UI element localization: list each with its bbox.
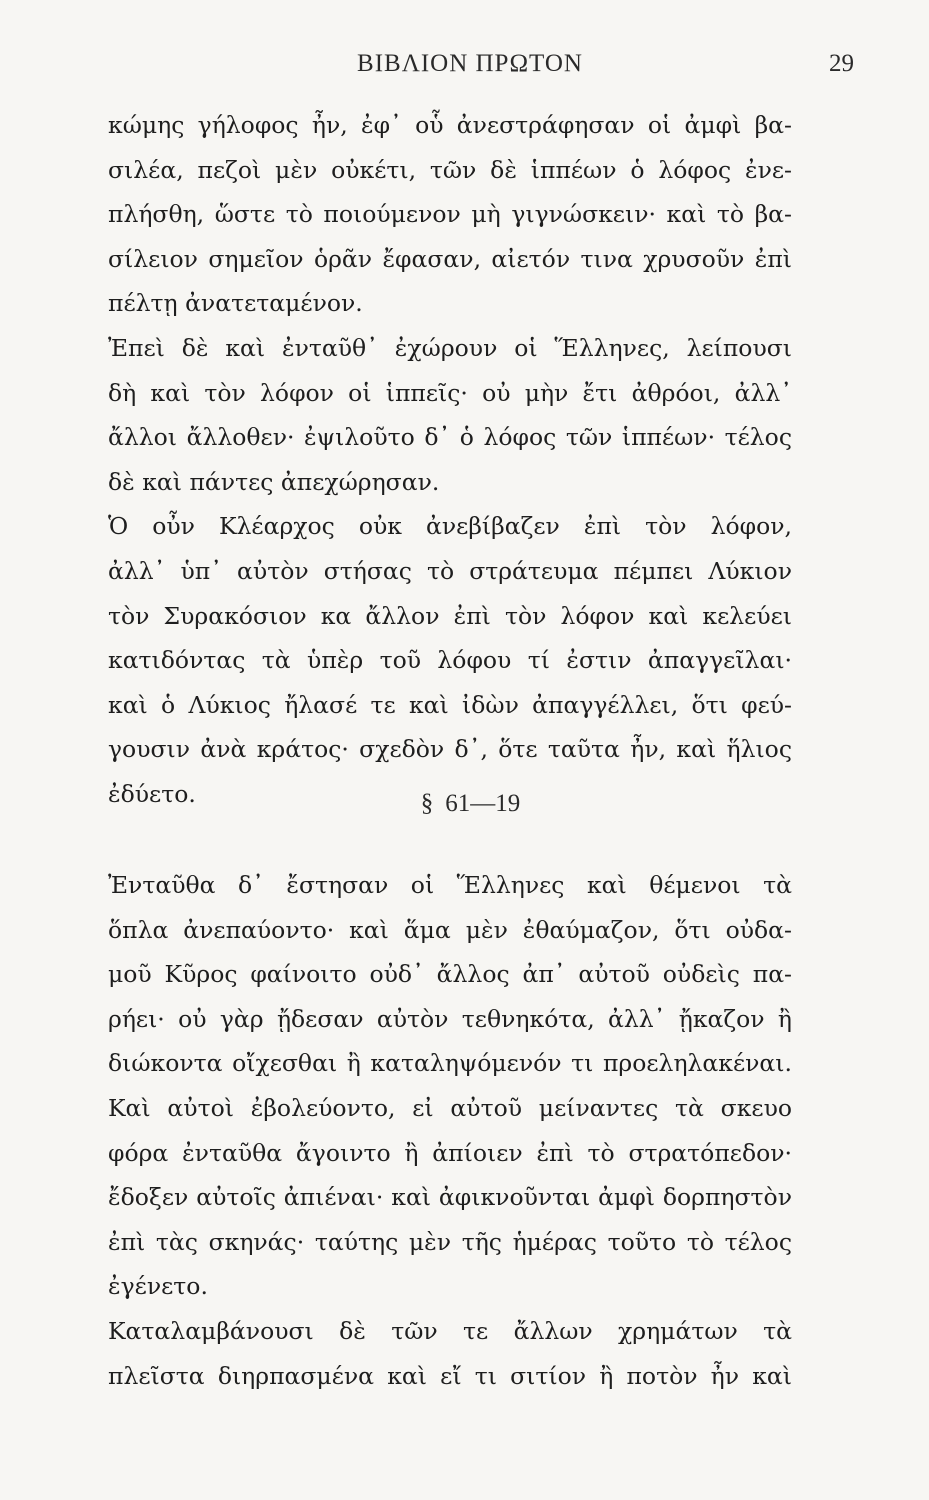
- text-line: Ἐπεὶ δὲ καὶ ἐνταῦθ᾽ ἐχώρουν οἱ Ἕλληνες, λείπουσι: [108, 333, 792, 362]
- text-line: Ἐνταῦθα δ᾽ ἔστησαν οἱ Ἕλληνες καὶ θέμενοι τὰ: [108, 871, 792, 899]
- text-line: καὶ ὁ Λύκιος ἤλασέ τε καὶ ἰδὼν ἀπαγγέλλει, ὅτι φεύ-: [108, 690, 792, 719]
- text-line: μοῦ Κῦρος φαίνοιτο οὐδ᾽ ἄλλος ἀπ᾽ αὐτοῦ οὐδεὶς πα-: [108, 960, 792, 989]
- text-line: σιλέα, πεζοὶ μὲν οὐκέτι, τῶν δὲ ἱππέων ὁ λόφος ἐνε-: [108, 155, 792, 184]
- text-line: φόρα ἐνταῦθα ἄγοιντο ἢ ἀπίοιεν ἐπὶ τὸ στρατόπεδον·: [108, 1138, 792, 1167]
- text-line: κατιδόντας τὰ ὑπὲρ τοῦ λόφου τί ἐστιν ἀπαγγεῖλαι·: [108, 646, 792, 675]
- text-line: ἄλλοι ἄλλοθεν· ἐψιλοῦτο δ᾽ ὁ λόφος τῶν ἱππέων· τέλος: [108, 423, 792, 452]
- text-line: γουσιν ἀνὰ κράτος· σχεδὸν δ᾽, ὅτε ταῦτα ἦν, καὶ ἥλιος: [108, 735, 792, 764]
- text-block-upper: [108, 103, 792, 817]
- text-line: πλήσθη, ὥστε τὸ ποιούμενον μὴ γιγνώσκειν· καὶ τὸ βα-: [108, 200, 792, 229]
- text-block-lower: [108, 863, 792, 1398]
- text-line: Καὶ αὐτοὶ ἐβολεύοντο, εἰ αὐτοῦ μείναντες τὰ σκευο: [108, 1093, 792, 1122]
- text-line: σίλειον σημεῖον ὁρᾶν ἔφασαν, αἰετόν τινα χρυσοῦν ἐπὶ: [108, 244, 792, 273]
- text-line: ἀλλ᾽ ὑπ᾽ αὐτὸν στήσας τὸ στράτευμα πέμπει Λύκιον: [108, 556, 792, 585]
- section-symbol: §: [420, 790, 434, 817]
- text-line: ἐδύετο.: [108, 779, 196, 808]
- text-line: πέλτῃ ἀνατεταμένον.: [108, 289, 363, 318]
- text-line: δὴ καὶ τὸν λόφον οἱ ἱππεῖς· οὐ μὴν ἔτι ἀθρόοι, ἀλλ᾽: [108, 378, 792, 407]
- section-number: 61—19: [445, 790, 521, 817]
- section-heading: [0, 790, 929, 818]
- text-line: Καταλαμβάνουσι δὲ τῶν τε ἄλλων χρημάτων τὰ: [108, 1316, 792, 1345]
- text-line: κώμης γήλοφος ἦν, ἐφ᾽ οὗ ἀνεστράφησαν οἱ ἀμφὶ βα-: [108, 111, 792, 139]
- text-line: Ὁ οὖν Κλέαρχος οὐκ ἀνεβίβαζεν ἐπὶ τὸν λόφον,: [108, 512, 792, 541]
- text-line: ἔδοξεν αὐτοῖς ἀπιέναι· καὶ ἀφικνοῦνται ἀμφὶ δορπηστὸν: [108, 1183, 792, 1212]
- running-title: ΒΙΒΛΙΟΝ ΠΡΩΤΟΝ: [357, 50, 583, 77]
- running-head: [100, 44, 854, 84]
- text-line: δὲ καὶ πάντες ἀπεχώρησαν.: [108, 467, 440, 496]
- text-line: ἐπὶ τὰς σκηνάς· ταύτης μὲν τῆς ἡμέρας τοῦτο τὸ τέλος: [108, 1227, 792, 1256]
- text-line: ρήει· οὐ γὰρ ᾔδεσαν αὐτὸν τεθνηκότα, ἀλλ᾽ ᾔκαζον ἢ: [108, 1004, 792, 1033]
- text-line: τὸν Συρακόσιον κα ἄλλον ἐπὶ τὸν λόφον καὶ κελεύει: [108, 601, 792, 630]
- text-line: πλεῖστα διηρπασμένα καὶ εἴ τι σιτίον ἢ ποτὸν ἦν καὶ: [108, 1361, 792, 1390]
- text-line: διώκοντα οἴχεσθαι ἢ καταληψόμενόν τι προεληλακέναι.: [108, 1049, 792, 1078]
- text-line: ὅπλα ἀνεπαύοντο· καὶ ἅμα μὲν ἐθαύμαζον, ὅτι οὐδα-: [108, 915, 792, 944]
- page-number: 29: [829, 50, 854, 77]
- text-line: ἐγένετο.: [108, 1272, 208, 1301]
